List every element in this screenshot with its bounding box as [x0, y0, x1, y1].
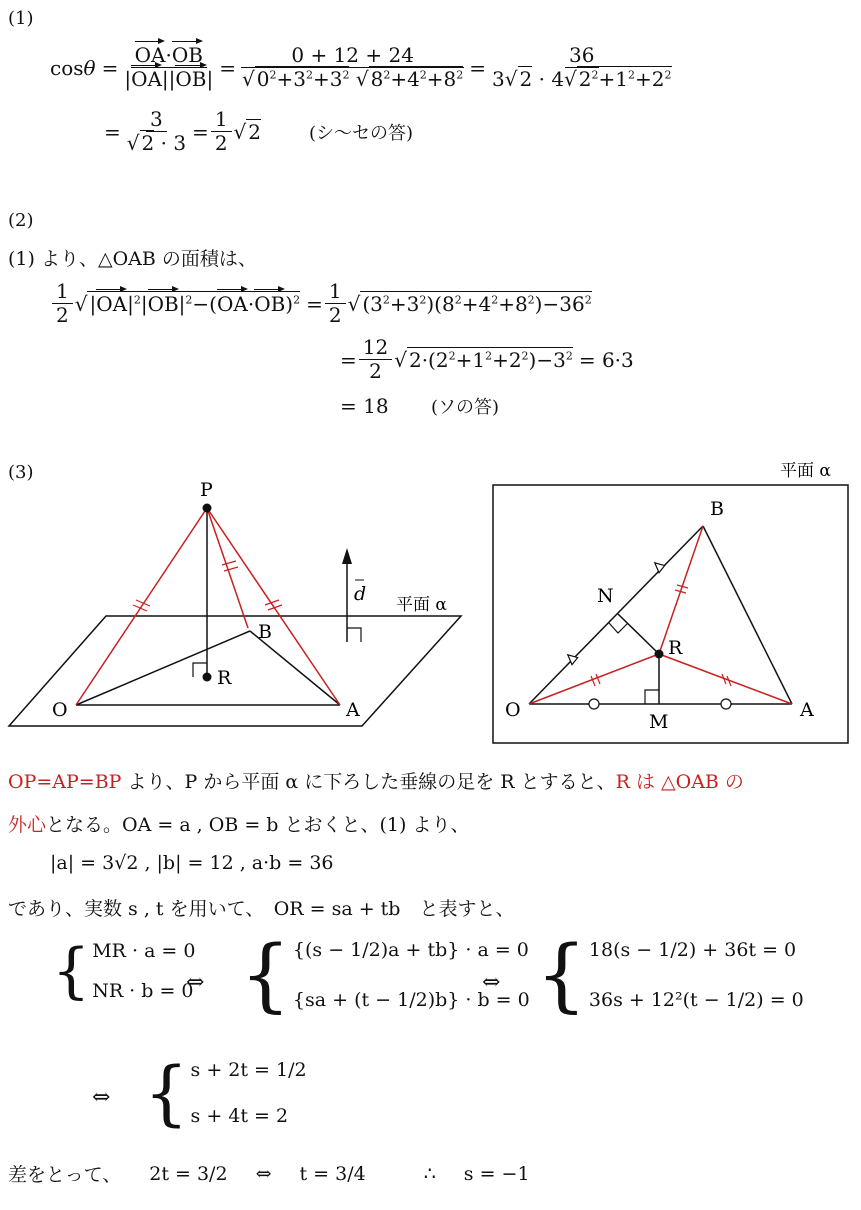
fraction-simplified: $\frac{36}{3√ 2 \cdot 4√ 2^2+1^2+2^2}$: [492, 43, 672, 91]
part3-text-line2: 外心となる。OA = a , OB = b とおくと、(1) より、: [8, 814, 470, 836]
point-O-label: O: [52, 699, 68, 721]
part2-line3: = 18 (ソの答): [340, 394, 499, 418]
point-A-label-right: A: [800, 699, 814, 721]
part2-line1: $\frac{1}{2}$ √ $|OA|^2|OB|^2-(OA\cdot OB)^2$ = $\frac{1}{2}$ √ $(3^2+3^2)(8^2+4^2+8^2)-36^2$: [50, 280, 592, 327]
plane-alpha-parallelogram: [9, 616, 461, 726]
system4: { s + 2t = 1/2 s + 4t = 2: [144, 1052, 307, 1134]
plane-alpha-label: 平面 α: [396, 595, 447, 615]
cos-theta: cosθ: [50, 55, 96, 80]
vector-d-label: d: [354, 583, 367, 605]
point-A-label: A: [346, 699, 360, 721]
point-O-label-right: O: [505, 699, 521, 721]
fraction-half: $\frac{1}{2}$: [211, 108, 232, 155]
part3-text-line1: OP=AP=BP より、P から平面 α に下ろした垂線の足を R とすると、R は △OAB の: [8, 771, 744, 793]
equiv-1: ⇔: [186, 970, 205, 995]
system3: { 18(s − 1/2) + 36t = 0 36s + 12²(t − 1/2) = 0: [536, 928, 804, 1021]
part1-equation-line1: cosθ = $\frac{OA\cdot OB}{|OA||OB|}$ = $\frac{0 + 12 + 24}{√ 0^2+3^2+3^2 √ 8^2+4^2+8^2}$ = $\frac{36}{3√ 2 \cdot 4√ 2^2+1^2+2^2}$: [50, 44, 678, 91]
part2-line2: = $\frac{12}{2}$ √ $2\cdot(2^2+1^2+2^2)-3^2$ = 6·3: [340, 335, 634, 383]
point-P-label: P: [200, 479, 213, 501]
equiv-3: ⇔: [92, 1085, 111, 1110]
part2-intro: (1) より、△OAB の面積は、: [8, 248, 257, 270]
fraction-numeric: $\frac{0 + 12 + 24}{√ 0^2+3^2+3^2 √ 8^2+4^2+8^2}$: [242, 43, 464, 91]
final-line: 差をとって、 2t = 3/2 ⇔ t = 3/4 ∴ s = −1: [8, 1162, 530, 1186]
part3-text-line4: であり、実数 s , t を用いて、 OR = sa + tb と表すと、: [8, 898, 515, 920]
plane-alpha-label-right: 平面 α: [780, 461, 831, 481]
point-B-label: B: [258, 621, 272, 643]
figure-plane-triangle: [480, 450, 861, 750]
point-R-label-right: R: [668, 637, 683, 659]
answer-note-1: (シ〜セの答): [309, 122, 414, 144]
point-N-label: N: [597, 585, 614, 607]
part3-magnitudes: |a| = 3√2 , |b| = 12 , a·b = 36: [50, 852, 334, 874]
system2: { {(s − 1/2)a + tb} · a = 0 {sa + (t − 1/2)b} · b = 0: [240, 928, 530, 1021]
part2-label: (2): [8, 210, 34, 231]
equiv-2: ⇔: [482, 970, 501, 995]
part1-label: (1): [8, 8, 34, 29]
system1: { MR · a = 0 NR · b = 0: [52, 936, 196, 1006]
fraction-dot-over-norms: $\frac{OA\cdot OB}{|OA||OB|}$: [124, 43, 214, 91]
point-M-label: M: [649, 711, 669, 733]
part3-label: (3): [8, 462, 34, 483]
answer-note-2: (ソの答): [430, 397, 499, 418]
point-R-label: R: [217, 667, 232, 689]
figure-3d-pyramid: [0, 450, 480, 740]
part1-equation-line2: = $\frac{3}{√ 2 \cdot 3}$ = $\frac{1}{2}$ √ 2 (シ〜セの答): [104, 107, 414, 155]
fraction-three-over-root2-3: $\frac{3}{√ 2 \cdot 3}$: [126, 107, 187, 155]
point-B-label-right: B: [710, 498, 724, 520]
